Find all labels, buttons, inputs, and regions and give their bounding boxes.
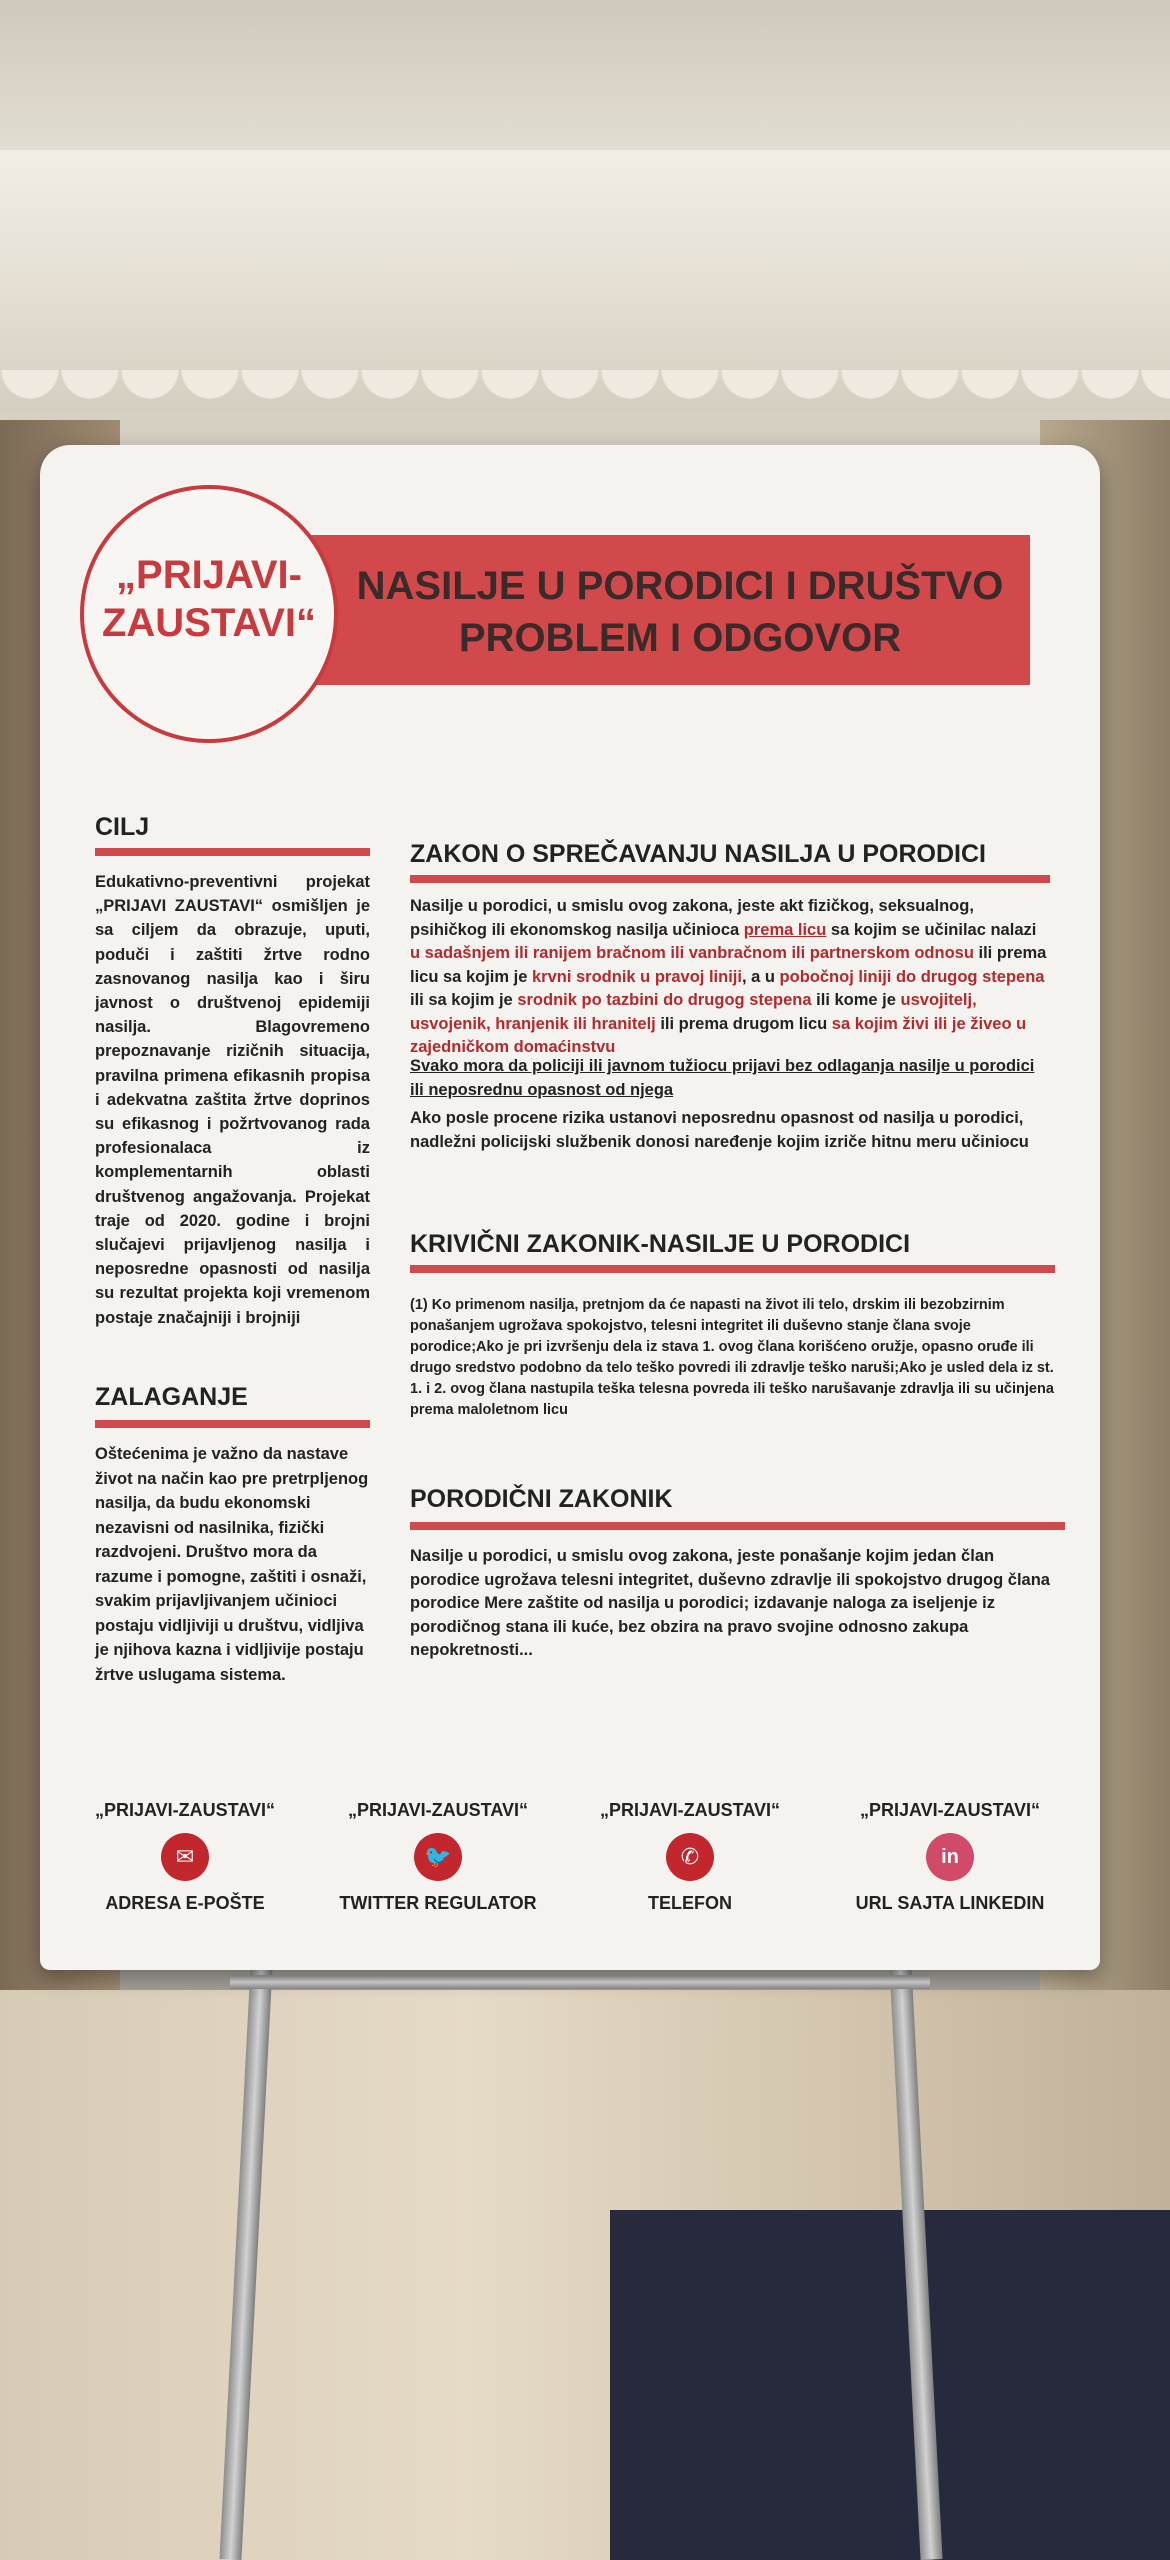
footer-label: TWITTER REGULATOR — [339, 1893, 537, 1913]
logo-line-1: „PRIJAVI- — [116, 553, 302, 597]
footer-title: „PRIJAVI-ZAUSTAVI“ — [859, 1800, 1040, 1820]
zakon-highlight: krvni srodnik u pravoj liniji — [531, 967, 742, 986]
zakon-highlight: usvojitelj, usvojenik, hranjenik ili hranitelj — [410, 991, 977, 1033]
zalaganje-text: Oštećenima je važno da nastave život na način kao pre pretrpljenog nasilja, da budu ekonomski nezavisni od nasilnika, fizički razdvojeni. Društvo mora da razume i pomogne, zaštiti i osnaži, svakim prijavljivanjem učinioci postaju vidljiviji u društvu, vidljiva je njihova kazna i vidljivije postaju žrtve uslugama sistema. — [95, 1445, 369, 1684]
banner-line-1: NASILJE U PORODICI I DRUŠTVO — [356, 564, 1004, 608]
footer-label: URL SAJTA LINKEDIN — [855, 1893, 1045, 1913]
krivicni-title: KRIVIČNI ZAKONIK-NASILJE U PORODICI — [410, 1230, 911, 1258]
logo-text — [84, 551, 334, 647]
cilj-text: Edukativno-preventivni projekat „PRIJAVI ZAUSTAVI“ osmišljen je sa ciljem da obrazuje, uputi, poduči i zaštiti žrtve rodno zasnovanog nasilja kao i širu javnost o društvenoj epidemiji nasilja. Blagovremeno prepoznavanje rizičnih situacija, pravilna primena efikasnih propisa i adekvatna zaštita žrtve doprinos su efikasnog i požrtvovanog rada profesionalaca iz komplementarnih oblasti društvenog angažovanja. Projekat traje od 2020. godine i brojni slučajevi prijavljenog nasilja i neposredne opasnosti od nasilja su rezultat projekta koji vremenom postaje značajniji i brojniji — [95, 873, 370, 1327]
zakon-highlight: u sadašnjem ili ranijem bračnom ili vanbračnom ili partnerskom odnosu — [410, 944, 974, 962]
footer-email[interactable] — [65, 1800, 305, 1914]
cilj-divider — [95, 848, 370, 856]
zakon-highlight: pobočnoj liniji do drugog stepena — [779, 967, 1045, 986]
footer-title: „PRIJAVI-ZAUSTAVI“ — [599, 1800, 780, 1820]
linkedin-icon[interactable]: in — [926, 1833, 974, 1881]
zakon-highlight: sa kojim živi ili je živeo u zajedničkom domaćinstvu — [410, 1014, 1027, 1056]
zalaganje-title: ZALAGANJE — [95, 1383, 248, 1411]
zakon-paragraph-2: Svako mora da policiji ili javnom tužiocu prijavi bez odlaganja nasilje u porodici ili neposrednu opasnost od njega — [410, 1057, 1035, 1099]
zakon-title: ZAKON O SPREČAVANJU NASILJA U PORODICI — [410, 840, 986, 868]
krivicni-divider — [410, 1265, 1055, 1273]
footer-label: TELEFON — [648, 1893, 732, 1913]
poster — [40, 445, 1100, 1970]
cilj-title: CILJ — [95, 813, 150, 841]
zakon-text: , a u — [741, 967, 780, 986]
porodicni-title: PORODIČNI ZAKONIK — [410, 1485, 673, 1513]
easel-crossbar — [230, 1975, 930, 1989]
scalloped-trim — [0, 370, 1170, 430]
envelope-icon[interactable]: ✉ — [161, 1833, 209, 1881]
footer-twitter[interactable] — [318, 1800, 558, 1914]
zakon-highlight: prema licu — [743, 920, 827, 939]
zakon-text: ili sa kojim je — [410, 991, 518, 1009]
zakon-text: ili kome je — [811, 991, 901, 1009]
carpet — [610, 2210, 1170, 2560]
logo-line-2: ZAUSTAVI“ — [101, 601, 317, 645]
logo — [80, 485, 338, 743]
porodicni-divider — [410, 1522, 1065, 1530]
footer-label: ADRESA E-POŠTE — [105, 1893, 265, 1913]
zakon-text: ili prema licu sa kojim je — [410, 944, 1047, 986]
zakon-text: Nasilje u porodici, u smislu ovog zakona, jeste akt fizičkog, seksualnog, psihičkog ili ekonomskog nasilja učinioca — [410, 897, 974, 939]
zakon-highlight: srodnik po tazbini do drugog stepena — [517, 991, 812, 1009]
twitter-icon[interactable]: 🐦 — [414, 1833, 462, 1881]
zakon-text: ili prema drugom licu — [655, 1014, 832, 1033]
ceiling — [0, 0, 1170, 170]
footer-title: „PRIJAVI-ZAUSTAVI“ — [94, 1800, 275, 1820]
footer-phone[interactable] — [570, 1800, 810, 1914]
zakon-text: sa kojim se učinilac nalazi — [826, 920, 1037, 939]
zalaganje-divider — [95, 1420, 370, 1428]
footer-linkedin[interactable] — [830, 1800, 1070, 1914]
krivicni-text: (1) Ko primenom nasilja, pretnjom da će napasti na život ili telo, drskim ili bezobzirnim ponašanjem ugrožava spokojstvo, telesni integritet ili duševno stanje člana svoje porodice;Ako je pri izvršenju dela iz stava 1. ovog člana korišćeno oružje, opasno oruđe ili drugo sredstvo podobno da telo teško povredi ili zdravlje teško naruši;Ako je usled dela iz st. 1. i 2. ovog člana nastupila teška telesna povreda ili teško narušavanje zdravlja ili su učinjena prema maloletnom licu — [410, 1297, 1054, 1418]
footer-title: „PRIJAVI-ZAUSTAVI“ — [347, 1800, 528, 1820]
porodicni-text: Nasilje u porodici, u smislu ovog zakona, jeste ponašanje kojim jedan član porodice ugrožava telesni integritet, duševno zdravlje ili spokojstvo drugog člana porodice Mere zaštite od nasilja u porodici; izdavanje naloga za iseljenje iz porodičnog stana ili kuće, bez obzira na pravo svojine odnosno zakupa nepokretnosti... — [410, 1547, 1050, 1659]
zakon-divider — [410, 875, 1050, 883]
zakon-paragraph-3: Ako posle procene rizika ustanovi neposrednu opasnost od nasilja u porodici, nadležni policijski službenik donosi naređenje kojim izriče hitnu meru učiniocu — [410, 1109, 1029, 1151]
banner-line-2: PROBLEM I ODGOVOR — [458, 616, 902, 660]
zakon-paragraph-1 — [410, 895, 1050, 1060]
phone-icon[interactable]: ✆ — [666, 1833, 714, 1881]
banner-title — [340, 560, 1020, 664]
